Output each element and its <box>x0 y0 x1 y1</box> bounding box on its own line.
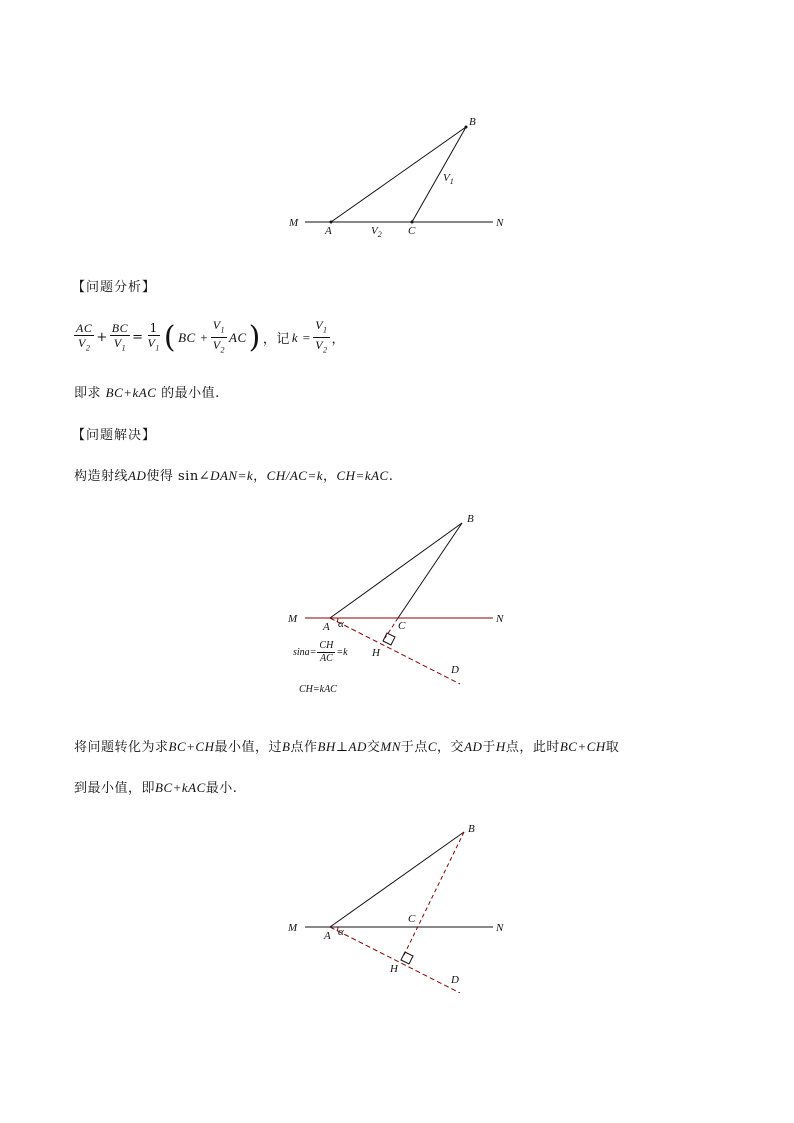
right-angle-mark <box>401 952 413 964</box>
left-paren: ( <box>163 319 177 355</box>
fraction-bc-v1: $\frac{BC}{V_1}$ <box>111 320 129 353</box>
label-a: A <box>324 930 331 942</box>
right-angle-mark <box>383 633 395 645</box>
label-h: H <box>372 647 380 659</box>
right-paren: ) <box>248 319 261 355</box>
segment-bc <box>412 127 466 222</box>
label-a: A <box>323 621 330 633</box>
ray-ad <box>330 927 460 993</box>
fraction-k: $\frac{V_1}{V_2}$ <box>315 318 328 355</box>
note-prefix: ，记 <box>262 332 290 348</box>
ch-note: CH=kAC <box>299 684 337 695</box>
section-heading-solution: 【问题解决】 <box>72 428 157 443</box>
label-v1: $V_1$ <box>443 172 454 186</box>
ray-ad <box>330 618 460 684</box>
point-b <box>465 126 468 129</box>
inner-expr-a: BC + <box>178 329 209 345</box>
label-b: B <box>469 116 476 128</box>
figure-1-diagram <box>280 110 520 245</box>
section-heading-analysis: 【问题分析】 <box>72 280 157 295</box>
label-m: M <box>288 613 298 625</box>
label-d: D <box>451 664 459 676</box>
segment-bc <box>398 523 462 618</box>
label-h: H <box>390 963 398 975</box>
plus-sign: + <box>96 330 108 346</box>
analysis-conclusion: 即求 BC+kAC 的最小值. <box>74 385 220 401</box>
formula-tail: ， <box>331 332 346 348</box>
transform-line-2: 到最小值，即BC+kAC最小. <box>74 780 238 796</box>
label-alpha: α <box>338 926 344 938</box>
label-a: A <box>325 225 332 237</box>
segment-bh <box>404 832 464 955</box>
segment-ab <box>330 832 464 927</box>
label-n: N <box>496 217 504 229</box>
equals-sign: = <box>132 330 144 346</box>
sine-note: sina= $\frac{CH}{AC}$ =k <box>293 640 348 664</box>
label-c: C <box>408 225 416 237</box>
formula-line <box>74 318 345 358</box>
figure-3-diagram <box>280 818 520 993</box>
label-d: D <box>451 974 459 986</box>
fraction-1-v1: $\frac{1}{V_1}$ <box>147 320 160 353</box>
label-n: N <box>496 613 504 625</box>
label-c: C <box>408 913 416 925</box>
label-b: B <box>468 823 475 835</box>
label-b: B <box>467 513 474 525</box>
label-n: N <box>496 922 504 934</box>
point-a <box>330 221 333 224</box>
transform-line-1: 将问题转化为求BC+CH最小值，过B点作BH⊥AD交MN于点C，交AD于H点，此时BC+CH取 <box>74 739 620 755</box>
label-c: C <box>398 620 406 632</box>
point-c <box>411 221 414 224</box>
label-m: M <box>288 922 298 934</box>
fraction-v1-v2: $\frac{V_1}{V_2}$ <box>212 318 226 355</box>
label-alpha: α <box>338 618 344 630</box>
fraction-ac-v2: $\frac{AC}{V_2}$ <box>76 320 93 353</box>
k-equals: k = <box>291 329 312 345</box>
construction-line: 构造射线AD使得 sin∠DAN=k，CH/AC=k，CH=kAC. <box>74 468 394 484</box>
figure-2-diagram <box>280 508 520 703</box>
label-v2: $V_2$ <box>371 225 382 239</box>
inner-expr-b: AC <box>229 329 247 345</box>
segment-ab <box>330 523 462 618</box>
label-m: M <box>289 217 299 229</box>
